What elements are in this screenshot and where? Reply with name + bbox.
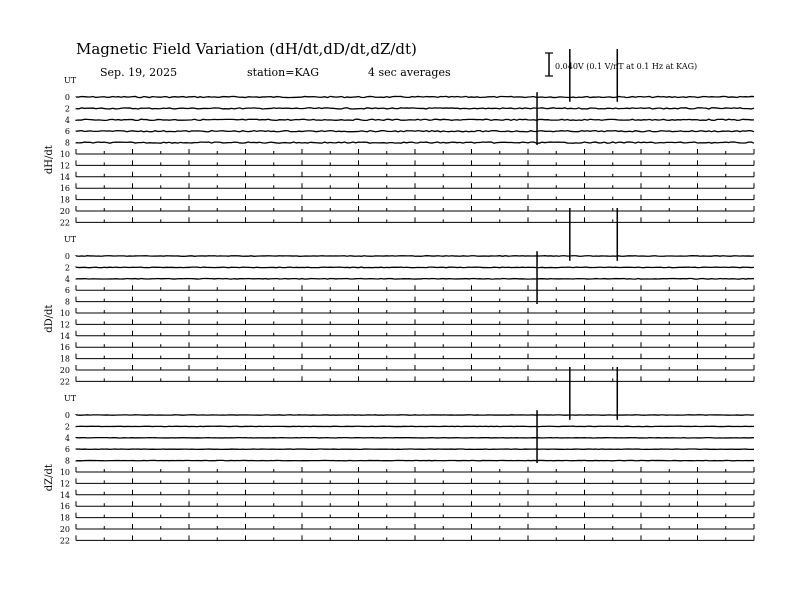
- date-label: Sep. 19, 2025: [100, 66, 178, 79]
- hour-label: 20: [59, 366, 70, 375]
- hour-label: 2: [64, 263, 70, 273]
- trace-line: [76, 119, 754, 120]
- hour-label: 14: [59, 490, 70, 500]
- ut-label: UT: [64, 235, 77, 244]
- hour-label: 14: [59, 331, 70, 341]
- panel-ylabel: dD/dt: [44, 304, 55, 333]
- averaging-label: 4 sec averages: [368, 66, 451, 79]
- scale-bar: [545, 53, 697, 76]
- hour-label: 4: [64, 433, 70, 443]
- hour-label: 4: [64, 115, 70, 125]
- hour-label: 16: [59, 184, 70, 194]
- ut-label: UT: [64, 394, 77, 403]
- hour-label: 2: [64, 422, 70, 432]
- hour-label: 12: [59, 161, 70, 171]
- chart-title: Magnetic Field Variation (dH/dt,dD/dt,dZ/dt): [76, 40, 417, 58]
- hour-label: 6: [64, 127, 70, 137]
- hour-label: 18: [59, 195, 70, 205]
- panel-3: [44, 367, 754, 545]
- hour-label: 22: [59, 377, 70, 387]
- hour-label: 6: [64, 286, 70, 296]
- hour-label: 18: [59, 513, 70, 523]
- hour-label: 20: [59, 525, 70, 534]
- hour-label: 2: [64, 104, 70, 114]
- trace-line: [76, 131, 754, 132]
- hour-label: 20: [59, 207, 70, 216]
- hour-label: 0: [64, 93, 70, 102]
- hour-label: 6: [64, 445, 70, 455]
- trace-line: [76, 267, 754, 268]
- station-label: station=KAG: [247, 66, 319, 79]
- hour-label: 0: [64, 411, 70, 420]
- panel-ylabel: dH/dt: [44, 145, 55, 175]
- trace-line: [76, 256, 754, 257]
- panel-2: [44, 208, 754, 386]
- hour-label: 12: [59, 479, 70, 489]
- trace-line: [76, 96, 754, 97]
- hour-label: 12: [59, 320, 70, 330]
- ut-label: UT: [64, 76, 77, 85]
- hour-label: 18: [59, 354, 70, 364]
- hour-label: 10: [59, 468, 70, 477]
- hour-label: 14: [59, 172, 70, 182]
- trace-line: [76, 142, 754, 143]
- panel-ylabel: dZ/dt: [44, 464, 55, 492]
- hour-label: 0: [64, 252, 70, 261]
- hour-label: 8: [64, 297, 70, 307]
- hour-label: 8: [64, 138, 70, 148]
- panels: [44, 49, 754, 545]
- hour-label: 16: [59, 343, 70, 353]
- hour-label: 4: [64, 274, 70, 284]
- hour-label: 22: [59, 218, 70, 228]
- hour-label: 10: [59, 309, 70, 318]
- hour-label: 10: [59, 150, 70, 159]
- hour-label: 22: [59, 536, 70, 546]
- trace-line: [76, 279, 754, 280]
- hour-label: 16: [59, 502, 70, 512]
- scale-bar-label: 0.040V (0.1 V/nT at 0.1 Hz at KAG): [555, 62, 698, 71]
- hour-label: 8: [64, 456, 70, 466]
- trace-line: [76, 108, 754, 109]
